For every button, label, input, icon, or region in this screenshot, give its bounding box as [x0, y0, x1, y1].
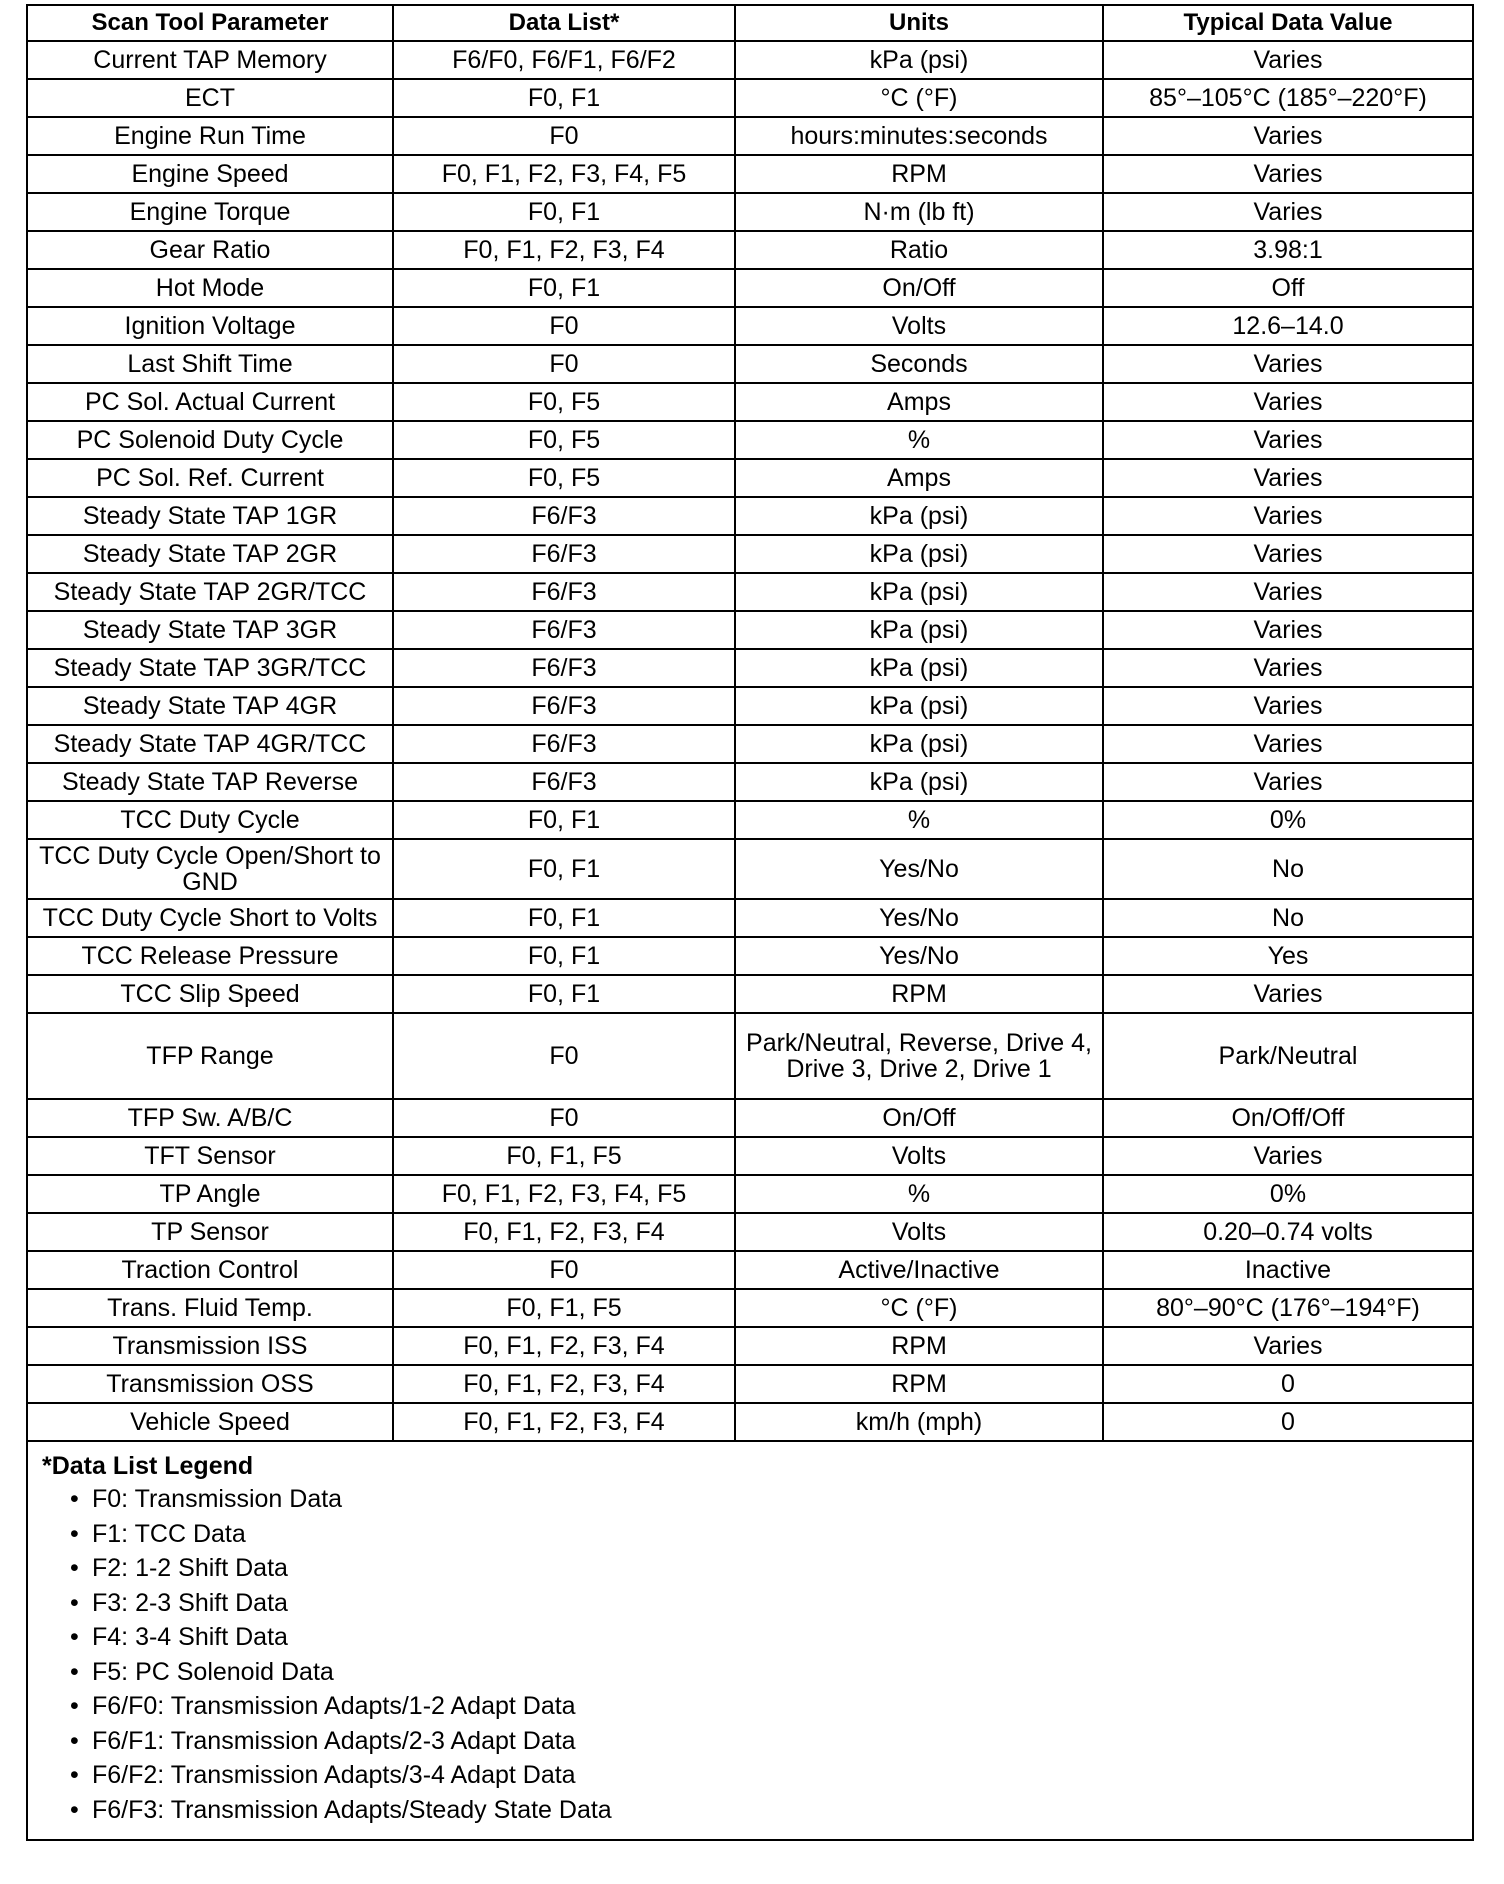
units-cell: RPM — [735, 975, 1103, 1013]
table-row — [27, 1327, 1473, 1365]
legend-item — [42, 1620, 1472, 1655]
typical-value-cell: Varies — [1103, 117, 1473, 155]
data-list-cell: F0, F1, F2, F3, F4 — [393, 1365, 735, 1403]
units-cell: On/Off — [735, 1099, 1103, 1137]
typical-value-cell: Varies — [1103, 763, 1473, 801]
units-cell: kPa (psi) — [735, 763, 1103, 801]
table-row — [27, 1365, 1473, 1403]
parameter-cell: Last Shift Time — [27, 345, 393, 383]
bullet-icon: • — [70, 1692, 79, 1720]
units-cell: RPM — [735, 155, 1103, 193]
legend-item-text: F6/F1: Transmission Adapts/2-3 Adapt Data — [92, 1726, 576, 1755]
bullet-icon: • — [70, 1588, 79, 1617]
data-list-cell: F0, F1 — [393, 899, 735, 937]
data-list-cell: F6/F3 — [393, 535, 735, 573]
legend-list — [42, 1482, 1472, 1827]
typical-value-cell: 0.20–0.74 volts — [1103, 1213, 1473, 1251]
bullet-icon: • — [70, 1554, 79, 1582]
data-list-cell: F0, F1, F2, F3, F4 — [393, 1403, 735, 1441]
data-list-cell: F0 — [393, 307, 735, 345]
legend-item — [42, 1758, 1472, 1793]
units-cell: % — [735, 801, 1103, 839]
typical-value-cell: Yes — [1103, 937, 1473, 975]
parameter-cell: Steady State TAP 4GR — [27, 687, 393, 725]
data-list-cell: F0 — [393, 1013, 735, 1099]
typical-value-cell: On/Off/Off — [1103, 1099, 1473, 1137]
typical-value-cell: Varies — [1103, 345, 1473, 383]
typical-value-cell: Varies — [1103, 421, 1473, 459]
parameter-cell: Engine Run Time — [27, 117, 393, 155]
table-row — [27, 1175, 1473, 1213]
units-cell: RPM — [735, 1327, 1103, 1365]
table-row — [27, 725, 1473, 763]
legend-item-text: F4: 3-4 Shift Data — [92, 1623, 288, 1651]
typical-value-cell: Varies — [1103, 611, 1473, 649]
parameter-cell: Steady State TAP Reverse — [27, 763, 393, 801]
typical-value-cell: Inactive — [1103, 1251, 1473, 1289]
data-list-cell: F6/F3 — [393, 497, 735, 535]
units-cell: hours:minutes:seconds — [735, 117, 1103, 155]
parameter-cell: TFP Sw. A/B/C — [27, 1099, 393, 1137]
bullet-icon: • — [70, 1761, 79, 1789]
parameter-cell: Ignition Voltage — [27, 307, 393, 345]
data-list-cell: F0, F1, F2, F3, F4 — [393, 1213, 735, 1251]
parameter-cell: Trans. Fluid Temp. — [27, 1289, 393, 1327]
parameter-cell: PC Sol. Ref. Current — [27, 459, 393, 497]
parameter-cell: Current TAP Memory — [27, 41, 393, 79]
typical-value-cell: Varies — [1103, 573, 1473, 611]
parameter-cell: Engine Speed — [27, 155, 393, 193]
table-row — [27, 937, 1473, 975]
typical-value-cell: Varies — [1103, 535, 1473, 573]
data-list-legend — [26, 1442, 1474, 1841]
units-cell: Yes/No — [735, 899, 1103, 937]
table-row — [27, 383, 1473, 421]
data-list-cell: F0 — [393, 1251, 735, 1289]
parameter-cell: PC Solenoid Duty Cycle — [27, 421, 393, 459]
scan-tool-data-sheet — [26, 4, 1472, 1841]
parameter-cell: TP Sensor — [27, 1213, 393, 1251]
data-list-cell: F6/F3 — [393, 763, 735, 801]
units-cell: Park/Neutral, Reverse, Drive 4, Drive 3, Drive 2, Drive 1 — [735, 1013, 1103, 1099]
bullet-icon: • — [70, 1485, 79, 1513]
data-list-cell: F0, F1 — [393, 937, 735, 975]
parameter-cell: Gear Ratio — [27, 231, 393, 269]
units-cell: RPM — [735, 1365, 1103, 1403]
table-row — [27, 117, 1473, 155]
parameter-cell: Traction Control — [27, 1251, 393, 1289]
parameter-cell: TCC Duty Cycle Open/Short to GND — [27, 839, 393, 899]
data-list-cell: F0, F1 — [393, 79, 735, 117]
data-list-cell: F0, F1 — [393, 839, 735, 899]
units-cell: Active/Inactive — [735, 1251, 1103, 1289]
units-cell: On/Off — [735, 269, 1103, 307]
table-row — [27, 899, 1473, 937]
units-cell: °C (°F) — [735, 1289, 1103, 1327]
table-header-row — [27, 5, 1473, 41]
legend-item-text: F3: 2-3 Shift Data — [92, 1588, 288, 1617]
data-list-cell: F6/F3 — [393, 611, 735, 649]
table-row — [27, 459, 1473, 497]
typical-value-cell: 80°–90°C (176°–194°F) — [1103, 1289, 1473, 1327]
parameter-cell: Steady State TAP 2GR — [27, 535, 393, 573]
legend-item — [42, 1482, 1472, 1517]
units-cell: Yes/No — [735, 839, 1103, 899]
units-cell: % — [735, 1175, 1103, 1213]
table-row — [27, 1251, 1473, 1289]
table-row — [27, 1137, 1473, 1175]
typical-value-cell: Varies — [1103, 459, 1473, 497]
typical-value-cell: 0% — [1103, 1175, 1473, 1213]
data-list-cell: F0 — [393, 117, 735, 155]
typical-value-cell: 0 — [1103, 1403, 1473, 1441]
parameter-cell: Transmission ISS — [27, 1327, 393, 1365]
parameter-cell: Steady State TAP 4GR/TCC — [27, 725, 393, 763]
parameter-cell: PC Sol. Actual Current — [27, 383, 393, 421]
data-list-cell: F0, F5 — [393, 383, 735, 421]
units-cell: kPa (psi) — [735, 611, 1103, 649]
units-cell: kPa (psi) — [735, 725, 1103, 763]
table-row — [27, 1099, 1473, 1137]
header-scan-tool-parameter: Scan Tool Parameter — [27, 5, 393, 41]
table-row — [27, 687, 1473, 725]
parameter-cell: TCC Duty Cycle — [27, 801, 393, 839]
table-row — [27, 155, 1473, 193]
data-list-cell: F6/F0, F6/F1, F6/F2 — [393, 41, 735, 79]
legend-item-text: F6/F0: Transmission Adapts/1-2 Adapt Data — [92, 1692, 576, 1720]
legend-item — [42, 1551, 1472, 1586]
parameter-cell: ECT — [27, 79, 393, 117]
typical-value-cell: 85°–105°C (185°–220°F) — [1103, 79, 1473, 117]
legend-item-text: F1: TCC Data — [92, 1519, 246, 1548]
parameter-cell: Steady State TAP 2GR/TCC — [27, 573, 393, 611]
units-cell: Volts — [735, 1137, 1103, 1175]
table-row — [27, 763, 1473, 801]
typical-value-cell: Off — [1103, 269, 1473, 307]
typical-value-cell: Varies — [1103, 687, 1473, 725]
table-row — [27, 307, 1473, 345]
legend-item-text: F5: PC Solenoid Data — [92, 1657, 334, 1686]
table-row — [27, 649, 1473, 687]
parameter-cell: Transmission OSS — [27, 1365, 393, 1403]
units-cell: Amps — [735, 459, 1103, 497]
typical-value-cell: 3.98:1 — [1103, 231, 1473, 269]
units-cell: Volts — [735, 307, 1103, 345]
units-cell: kPa (psi) — [735, 535, 1103, 573]
parameter-cell: TCC Release Pressure — [27, 937, 393, 975]
units-cell: km/h (mph) — [735, 1403, 1103, 1441]
data-list-cell: F0, F1, F2, F3, F4 — [393, 1327, 735, 1365]
parameter-cell: TCC Duty Cycle Short to Volts — [27, 899, 393, 937]
typical-value-cell: Park/Neutral — [1103, 1013, 1473, 1099]
table-row — [27, 421, 1473, 459]
typical-value-cell: 0% — [1103, 801, 1473, 839]
table-row — [27, 269, 1473, 307]
table-row — [27, 573, 1473, 611]
parameter-cell: Steady State TAP 3GR — [27, 611, 393, 649]
data-list-cell: F6/F3 — [393, 725, 735, 763]
typical-value-cell: Varies — [1103, 383, 1473, 421]
units-cell: Ratio — [735, 231, 1103, 269]
typical-value-cell: Varies — [1103, 1327, 1473, 1365]
units-cell: Seconds — [735, 345, 1103, 383]
units-cell: % — [735, 421, 1103, 459]
parameter-cell: Hot Mode — [27, 269, 393, 307]
data-list-cell: F0, F1, F2, F3, F4, F5 — [393, 1175, 735, 1213]
table-row — [27, 1213, 1473, 1251]
legend-item-text: F6/F3: Transmission Adapts/Steady State Data — [92, 1795, 612, 1824]
data-list-cell: F0, F1 — [393, 975, 735, 1013]
data-list-cell: F0, F1, F5 — [393, 1137, 735, 1175]
data-list-cell: F0, F5 — [393, 421, 735, 459]
table-row — [27, 975, 1473, 1013]
legend-item — [42, 1793, 1472, 1828]
bullet-icon: • — [70, 1519, 79, 1548]
units-cell: Yes/No — [735, 937, 1103, 975]
typical-value-cell: No — [1103, 839, 1473, 899]
parameter-cell: Engine Torque — [27, 193, 393, 231]
parameter-cell: TFP Range — [27, 1013, 393, 1099]
table-row — [27, 79, 1473, 117]
table-row — [27, 611, 1473, 649]
legend-item-text: F2: 1-2 Shift Data — [92, 1554, 288, 1582]
table-row — [27, 839, 1473, 899]
data-list-cell: F0, F1 — [393, 269, 735, 307]
legend-item-text: F6/F2: Transmission Adapts/3-4 Adapt Data — [92, 1761, 576, 1789]
table-row — [27, 41, 1473, 79]
typical-value-cell: Varies — [1103, 725, 1473, 763]
data-list-cell: F0, F5 — [393, 459, 735, 497]
legend-item — [42, 1517, 1472, 1552]
table-body — [27, 41, 1473, 1441]
units-cell: kPa (psi) — [735, 649, 1103, 687]
units-cell: Volts — [735, 1213, 1103, 1251]
typical-value-cell: Varies — [1103, 497, 1473, 535]
legend-item — [42, 1586, 1472, 1621]
scan-tool-parameter-table — [26, 4, 1474, 1442]
table-row — [27, 231, 1473, 269]
legend-title: *Data List Legend — [42, 1452, 254, 1480]
legend-item — [42, 1655, 1472, 1690]
data-list-cell: F0, F1, F2, F3, F4 — [393, 231, 735, 269]
bullet-icon: • — [70, 1726, 79, 1755]
units-cell: kPa (psi) — [735, 41, 1103, 79]
bullet-icon: • — [70, 1623, 79, 1651]
header-units: Units — [735, 5, 1103, 41]
typical-value-cell: Varies — [1103, 155, 1473, 193]
typical-value-cell: Varies — [1103, 193, 1473, 231]
header-typical-data-value: Typical Data Value — [1103, 5, 1473, 41]
data-list-cell: F0 — [393, 345, 735, 383]
legend-item — [42, 1724, 1472, 1759]
bullet-icon: • — [70, 1657, 79, 1686]
units-cell: kPa (psi) — [735, 497, 1103, 535]
data-list-cell: F6/F3 — [393, 573, 735, 611]
typical-value-cell: Varies — [1103, 649, 1473, 687]
data-list-cell: F6/F3 — [393, 687, 735, 725]
data-list-cell: F0, F1 — [393, 193, 735, 231]
parameter-cell: Steady State TAP 1GR — [27, 497, 393, 535]
units-cell: kPa (psi) — [735, 687, 1103, 725]
typical-value-cell: Varies — [1103, 975, 1473, 1013]
units-cell: °C (°F) — [735, 79, 1103, 117]
table-row — [27, 497, 1473, 535]
typical-value-cell: 12.6–14.0 — [1103, 307, 1473, 345]
data-list-cell: F0 — [393, 1099, 735, 1137]
parameter-cell: TP Angle — [27, 1175, 393, 1213]
table-row — [27, 1289, 1473, 1327]
typical-value-cell: Varies — [1103, 41, 1473, 79]
table-row — [27, 193, 1473, 231]
typical-value-cell: No — [1103, 899, 1473, 937]
units-cell: N·m (lb ft) — [735, 193, 1103, 231]
parameter-cell: Vehicle Speed — [27, 1403, 393, 1441]
parameter-cell: TFT Sensor — [27, 1137, 393, 1175]
legend-item-text: F0: Transmission Data — [92, 1485, 343, 1513]
table-row — [27, 535, 1473, 573]
legend-item — [42, 1689, 1472, 1724]
table-row — [27, 801, 1473, 839]
parameter-cell: TCC Slip Speed — [27, 975, 393, 1013]
parameter-cell: Steady State TAP 3GR/TCC — [27, 649, 393, 687]
table-row — [27, 1013, 1473, 1099]
header-data-list: Data List* — [393, 5, 735, 41]
units-cell: kPa (psi) — [735, 573, 1103, 611]
data-list-cell: F6/F3 — [393, 649, 735, 687]
data-list-cell: F0, F1 — [393, 801, 735, 839]
units-cell: Amps — [735, 383, 1103, 421]
typical-value-cell: 0 — [1103, 1365, 1473, 1403]
typical-value-cell: Varies — [1103, 1137, 1473, 1175]
table-row — [27, 1403, 1473, 1441]
data-list-cell: F0, F1, F2, F3, F4, F5 — [393, 155, 735, 193]
bullet-icon: • — [70, 1795, 79, 1824]
table-row — [27, 345, 1473, 383]
data-list-cell: F0, F1, F5 — [393, 1289, 735, 1327]
